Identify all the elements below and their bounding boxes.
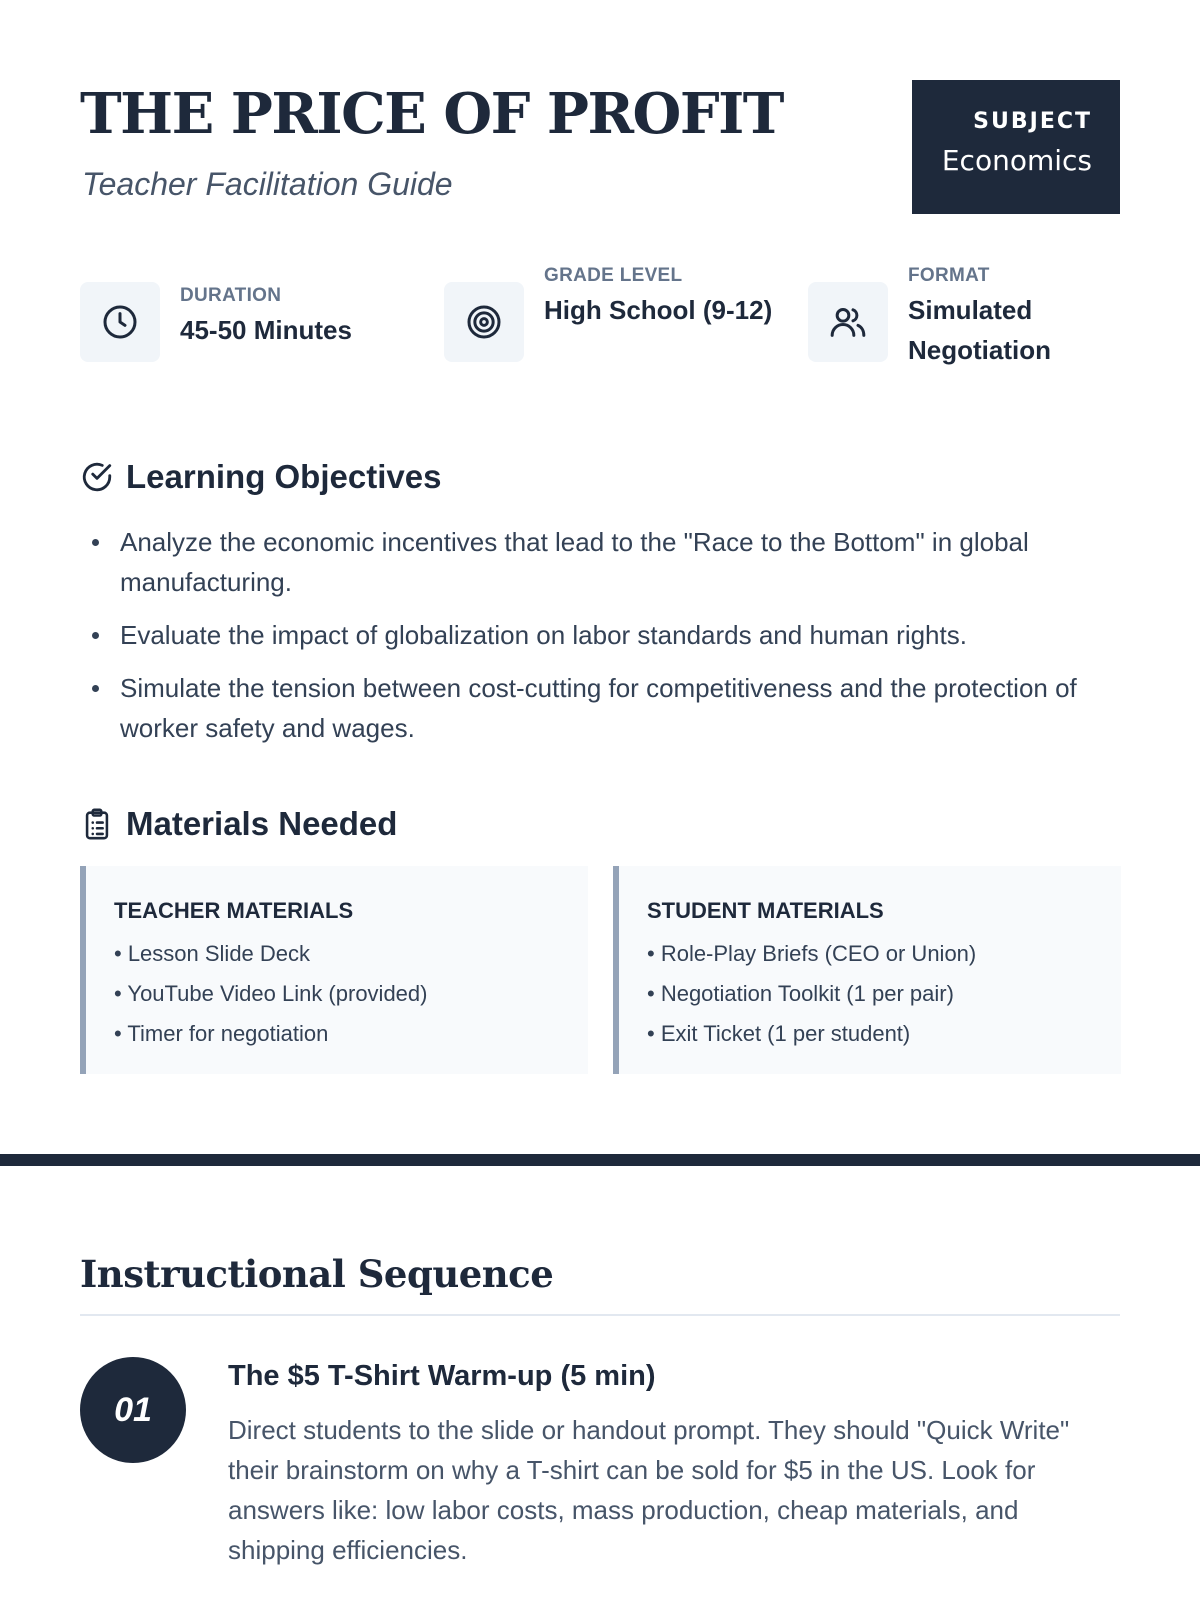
meta-grade xyxy=(444,262,773,382)
teacher-materials-title: TEACHER MATERIALS xyxy=(114,898,354,923)
meta-duration-text xyxy=(180,284,410,350)
objectives-heading-text: Learning Objectives xyxy=(126,458,442,495)
materials-heading-text: Materials Needed xyxy=(126,805,398,842)
sequence-rule xyxy=(80,1314,1120,1316)
meta-format-value: Simulated Negotiation xyxy=(908,295,1051,365)
list-item: Simulate the tension between cost-cutting for competitiveness and the protection of worker safety and wages. xyxy=(80,668,1130,748)
objectives-heading xyxy=(80,455,441,499)
step-number-badge: 01 xyxy=(80,1357,186,1463)
clock-icon xyxy=(80,282,160,362)
meta-duration-value: 45-50 Minutes xyxy=(180,315,352,345)
clipboard-icon xyxy=(80,807,114,841)
page-subtitle: Teacher Facilitation Guide xyxy=(82,166,453,202)
list-item: Evaluate the impact of globalization on labor standards and human rights. xyxy=(80,615,1130,655)
meta-duration xyxy=(80,262,400,382)
list-item: • Role-Play Briefs (CEO or Union) xyxy=(647,941,977,966)
step-title: The $5 T-Shirt Warm-up (5 min) xyxy=(228,1360,656,1392)
list-item: • Lesson Slide Deck xyxy=(114,941,311,966)
objectives-list xyxy=(80,522,1130,761)
list-item: • Exit Ticket (1 per student) xyxy=(647,1021,911,1046)
student-materials-card xyxy=(613,866,1121,1074)
teacher-materials-card xyxy=(80,866,588,1074)
student-materials-title: STUDENT MATERIALS xyxy=(647,898,884,923)
list-item: Analyze the economic incentives that lead to the "Race to the Bottom" in global manufacturing. xyxy=(80,522,1130,602)
meta-format xyxy=(808,262,1128,382)
subject-value: Economics xyxy=(941,144,1092,177)
subject-label: SUBJECT xyxy=(973,109,1092,134)
materials-heading xyxy=(80,802,397,846)
meta-grade-text xyxy=(544,264,774,330)
meta-grade-label: GRADE LEVEL xyxy=(544,265,683,286)
check-circle-icon xyxy=(80,460,114,494)
list-item: • Timer for negotiation xyxy=(114,1021,329,1046)
list-item: • YouTube Video Link (provided) xyxy=(114,981,428,1006)
meta-duration-label: DURATION xyxy=(180,285,282,306)
step-description: Direct students to the slide or handout prompt. They should "Quick Write" their brainstorm on why a T-shirt can be sold for $5 in the US. Look for answers like: low labor costs, mass production, cheap materials, and shipping efficiencies. xyxy=(228,1415,1070,1565)
target-icon xyxy=(444,282,524,362)
page-title: THE PRICE OF PROFIT xyxy=(80,81,783,147)
meta-format-label: FORMAT xyxy=(908,265,990,286)
lesson-meta xyxy=(80,262,1120,382)
list-item: • Negotiation Toolkit (1 per pair) xyxy=(647,981,954,1006)
meta-format-text xyxy=(908,264,1138,370)
subject-badge xyxy=(912,80,1120,214)
sequence-heading: Instructional Sequence xyxy=(80,1252,554,1296)
section-divider xyxy=(0,1154,1200,1166)
page-header xyxy=(80,80,1120,214)
users-icon xyxy=(808,282,888,362)
meta-grade-value: High School (9-12) xyxy=(544,295,773,325)
